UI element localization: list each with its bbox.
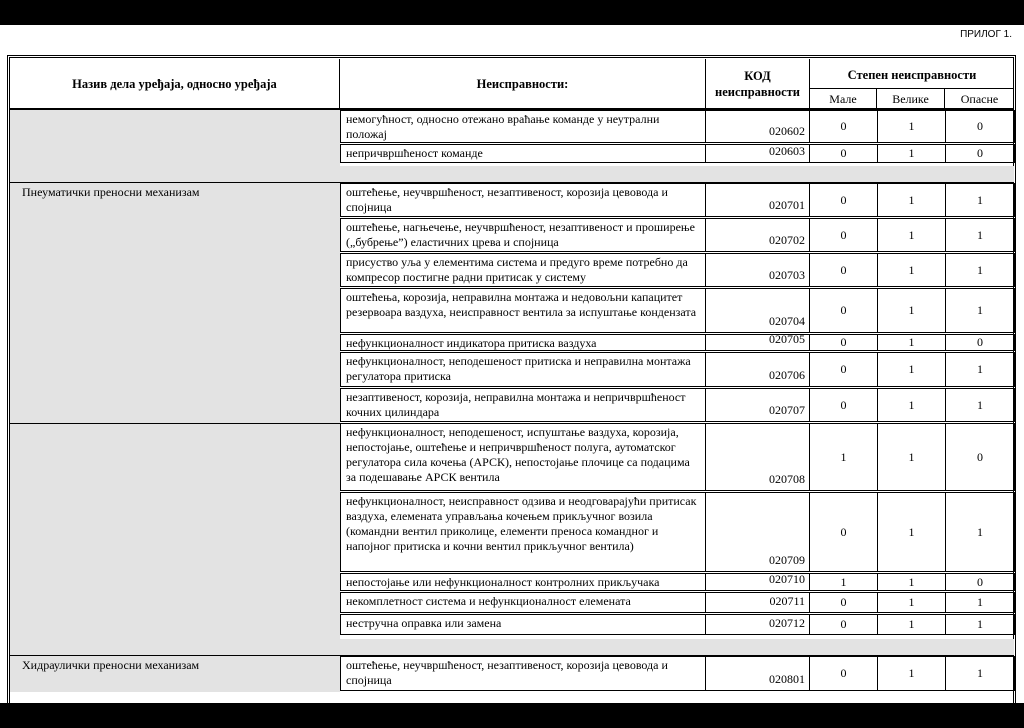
large-degree-value: 1 xyxy=(908,397,915,412)
small-degree-cell xyxy=(809,183,878,217)
danger-degree-cell xyxy=(945,183,1015,217)
fault-text: незаптивеност, корозија, неправилна монтажа и непричвршћеност кочних цилиндара xyxy=(346,390,686,419)
fault-text: оштећење, неучвршћеност, незаптивеност, корозија цевовода и спојница xyxy=(346,185,668,214)
danger-degree-cell xyxy=(945,352,1015,387)
small-degree-cell xyxy=(809,592,878,613)
danger-degree-value: 1 xyxy=(977,262,983,277)
header-degree: Степен неисправности xyxy=(847,68,977,82)
large-degree-cell xyxy=(877,183,946,217)
small-degree-cell xyxy=(809,352,878,387)
code-cell xyxy=(705,573,810,591)
fault-cell xyxy=(340,388,706,422)
fault-cell xyxy=(340,614,706,635)
group-cell xyxy=(10,183,340,423)
header-code-1: КОД xyxy=(744,69,771,83)
small-degree-value: 0 xyxy=(840,303,847,317)
danger-degree-cell xyxy=(945,573,1015,591)
fault-cell xyxy=(340,288,706,333)
fault-code: 020801 xyxy=(769,672,805,686)
small-degree-cell xyxy=(809,144,878,163)
fault-text: непричвршћеност команде xyxy=(346,146,483,160)
fault-cell xyxy=(340,352,706,387)
code-cell xyxy=(705,423,810,491)
large-degree-cell xyxy=(877,110,946,143)
small-degree-value: 0 xyxy=(840,617,847,631)
large-degree-cell xyxy=(877,573,946,591)
fault-cell xyxy=(340,110,706,143)
danger-degree-cell xyxy=(945,253,1015,287)
large-degree-cell xyxy=(877,423,946,491)
large-degree-cell xyxy=(877,288,946,333)
group-label-hydraulic: Хидраулички преносни механизам xyxy=(22,658,200,672)
fault-text: непостојање или нефункционалност контролних прикључака xyxy=(346,575,660,589)
danger-degree-cell xyxy=(945,110,1015,143)
fault-cell xyxy=(340,592,706,613)
code-cell xyxy=(705,144,810,163)
small-degree-cell xyxy=(809,253,878,287)
large-degree-value: 1 xyxy=(908,595,915,609)
fault-code: 020712 xyxy=(769,616,805,630)
small-degree-value: 1 xyxy=(840,574,847,589)
small-degree-cell xyxy=(809,334,878,351)
danger-degree-cell xyxy=(945,656,1015,691)
fault-cell xyxy=(340,218,706,252)
fault-code: 020705 xyxy=(769,332,805,346)
fault-code: 020602 xyxy=(769,124,805,138)
danger-degree-value: 1 xyxy=(977,617,983,631)
danger-degree-value: 1 xyxy=(977,595,983,609)
small-degree-value: 0 xyxy=(840,595,847,609)
fault-code: 020709 xyxy=(769,553,805,567)
small-degree-cell xyxy=(809,218,878,252)
danger-degree-cell xyxy=(945,614,1015,635)
fault-text: нефункционалност, неисправност одзива и неодговарајући притисак ваздуха, елемената управљања кочењем прикључног возила (командни вентил приколице, елементи преноса командног и напојног притиска и кочни вентил прикључног вентила) xyxy=(346,494,697,553)
large-degree-value: 1 xyxy=(908,303,915,317)
group-cell xyxy=(10,423,340,656)
header-part-name: Назив дела уређаја, односно уређаја xyxy=(72,77,277,91)
small-degree-value: 0 xyxy=(840,397,847,412)
fault-text: оштећење, нагњечење, неучвршћеност, незаптивеност и проширење („бубрење”) еластичних црева и спојница xyxy=(346,220,695,249)
small-degree-value: 0 xyxy=(840,146,847,160)
small-degree-cell xyxy=(809,388,878,422)
large-degree-value: 1 xyxy=(908,227,915,242)
danger-degree-cell xyxy=(945,334,1015,351)
large-degree-value: 1 xyxy=(908,335,915,349)
header-faults: Неисправности: xyxy=(476,77,569,91)
code-cell xyxy=(705,183,810,217)
fault-cell xyxy=(340,144,706,163)
fault-code: 020711 xyxy=(769,594,805,608)
danger-degree-value: 0 xyxy=(977,119,983,133)
header-danger: Опасне xyxy=(960,92,999,106)
fault-code: 020710 xyxy=(769,572,805,586)
small-degree-cell xyxy=(809,288,878,333)
large-degree-value: 1 xyxy=(908,617,915,631)
code-cell xyxy=(705,288,810,333)
danger-degree-value: 1 xyxy=(977,666,983,680)
fault-text: некомплетност система и нефункционалност елемената xyxy=(346,594,631,608)
danger-degree-value: 1 xyxy=(977,192,983,207)
danger-degree-cell xyxy=(945,423,1015,491)
small-degree-value: 0 xyxy=(840,335,847,349)
danger-degree-value: 0 xyxy=(977,574,983,589)
danger-degree-value: 1 xyxy=(977,303,983,317)
fault-text: оштећење, неучвршћеност, незаптивеност, корозија цевовода и спојница xyxy=(346,658,668,687)
small-degree-cell xyxy=(809,423,878,491)
fault-text: присуство уља у елементима система и предуго време потребно да компресор постигне радни притисак у систему xyxy=(346,255,688,284)
small-degree-value: 0 xyxy=(840,262,847,277)
large-degree-cell xyxy=(877,253,946,287)
fault-code: 020704 xyxy=(769,314,805,328)
small-degree-value: 0 xyxy=(840,666,847,680)
fault-text: нефункционалност, неподешеност притиска и неправилна монтажа регулатора притиска xyxy=(346,354,691,383)
large-degree-value: 1 xyxy=(908,146,915,160)
appendix-label: ПРИЛОГ 1. xyxy=(960,29,1012,40)
small-degree-value: 0 xyxy=(840,524,847,539)
danger-degree-cell xyxy=(945,144,1015,163)
header-code-2: неисправности xyxy=(715,85,800,99)
small-degree-value: 0 xyxy=(840,227,847,242)
small-degree-cell xyxy=(809,656,878,691)
fault-code: 020701 xyxy=(769,198,805,212)
small-degree-value: 0 xyxy=(840,119,847,133)
group-rule xyxy=(10,423,340,424)
danger-degree-value: 1 xyxy=(977,524,983,539)
fault-code: 020706 xyxy=(769,368,805,382)
code-cell xyxy=(705,614,810,635)
header-large: Велике xyxy=(892,92,929,106)
code-cell xyxy=(705,218,810,252)
large-degree-value: 1 xyxy=(908,449,915,464)
danger-degree-cell xyxy=(945,592,1015,613)
large-degree-cell xyxy=(877,614,946,635)
large-degree-cell xyxy=(877,492,946,572)
danger-degree-cell xyxy=(945,218,1015,252)
small-degree-cell xyxy=(809,614,878,635)
fault-text: нефункционалност, неподешеност, испуштање ваздуха, корозија, непостојање, оштећење и непричвршћеност полуга, аутоматског регулатора сила кочења (АРСК), непостојање плочице са подацима за подешавање АРСК вентила xyxy=(346,425,690,484)
fault-code: 020708 xyxy=(769,472,805,486)
code-cell xyxy=(705,656,810,691)
danger-degree-value: 1 xyxy=(977,362,983,376)
large-degree-cell xyxy=(877,592,946,613)
header-small: Мале xyxy=(829,92,857,106)
small-degree-cell xyxy=(809,110,878,143)
header-subrule xyxy=(809,88,1014,89)
large-degree-cell xyxy=(877,656,946,691)
fault-text: немогућност, односно отежано враћање команде у неутрални положај xyxy=(346,112,660,141)
danger-degree-value: 0 xyxy=(977,146,983,160)
large-degree-cell xyxy=(877,218,946,252)
code-cell xyxy=(705,592,810,613)
danger-degree-cell xyxy=(945,288,1015,333)
fault-cell xyxy=(340,334,706,351)
code-cell xyxy=(705,334,810,351)
danger-degree-cell xyxy=(945,388,1015,422)
fault-text: оштећења, корозија, неправилна монтажа и недовољни капацитет резервоара ваздуха, неисправност вентила за испуштање кондензата xyxy=(346,290,697,319)
fault-cell xyxy=(340,423,706,491)
group-separator-band xyxy=(10,639,1014,656)
small-degree-value: 1 xyxy=(840,449,847,464)
danger-degree-cell xyxy=(945,492,1015,572)
fault-text: нестручна оправка или замена xyxy=(346,616,502,630)
fault-code: 020603 xyxy=(769,144,805,158)
large-degree-value: 1 xyxy=(908,262,915,277)
fault-cell xyxy=(340,573,706,591)
large-degree-value: 1 xyxy=(908,192,915,207)
fault-text: нефункционалност индикатора притиска ваздуха xyxy=(346,336,597,350)
small-degree-cell xyxy=(809,492,878,572)
danger-degree-value: 1 xyxy=(977,227,983,242)
large-degree-value: 1 xyxy=(908,362,915,376)
fault-cell xyxy=(340,183,706,217)
danger-degree-value: 1 xyxy=(977,397,983,412)
fault-cell xyxy=(340,656,706,691)
fault-cell xyxy=(340,492,706,572)
fault-cell xyxy=(340,253,706,287)
document-page xyxy=(0,25,1024,703)
large-degree-value: 1 xyxy=(908,574,915,589)
large-degree-cell xyxy=(877,388,946,422)
code-cell xyxy=(705,110,810,143)
code-cell xyxy=(705,492,810,572)
small-degree-cell xyxy=(809,573,878,591)
danger-degree-value: 0 xyxy=(977,335,983,349)
danger-degree-value: 0 xyxy=(977,449,983,464)
large-degree-value: 1 xyxy=(908,666,915,680)
code-cell xyxy=(705,388,810,422)
large-degree-cell xyxy=(877,352,946,387)
group-label-pneumatic: Пнеуматички преносни механизам xyxy=(22,185,200,199)
code-cell xyxy=(705,253,810,287)
large-degree-cell xyxy=(877,144,946,163)
code-cell xyxy=(705,352,810,387)
large-degree-value: 1 xyxy=(908,119,915,133)
fault-code: 020707 xyxy=(769,403,805,417)
large-degree-cell xyxy=(877,334,946,351)
large-degree-value: 1 xyxy=(908,524,915,539)
small-degree-value: 0 xyxy=(840,362,847,376)
small-degree-value: 0 xyxy=(840,192,847,207)
group-separator-band xyxy=(10,166,1014,183)
fault-code: 020703 xyxy=(769,268,805,282)
fault-code: 020702 xyxy=(769,233,805,247)
